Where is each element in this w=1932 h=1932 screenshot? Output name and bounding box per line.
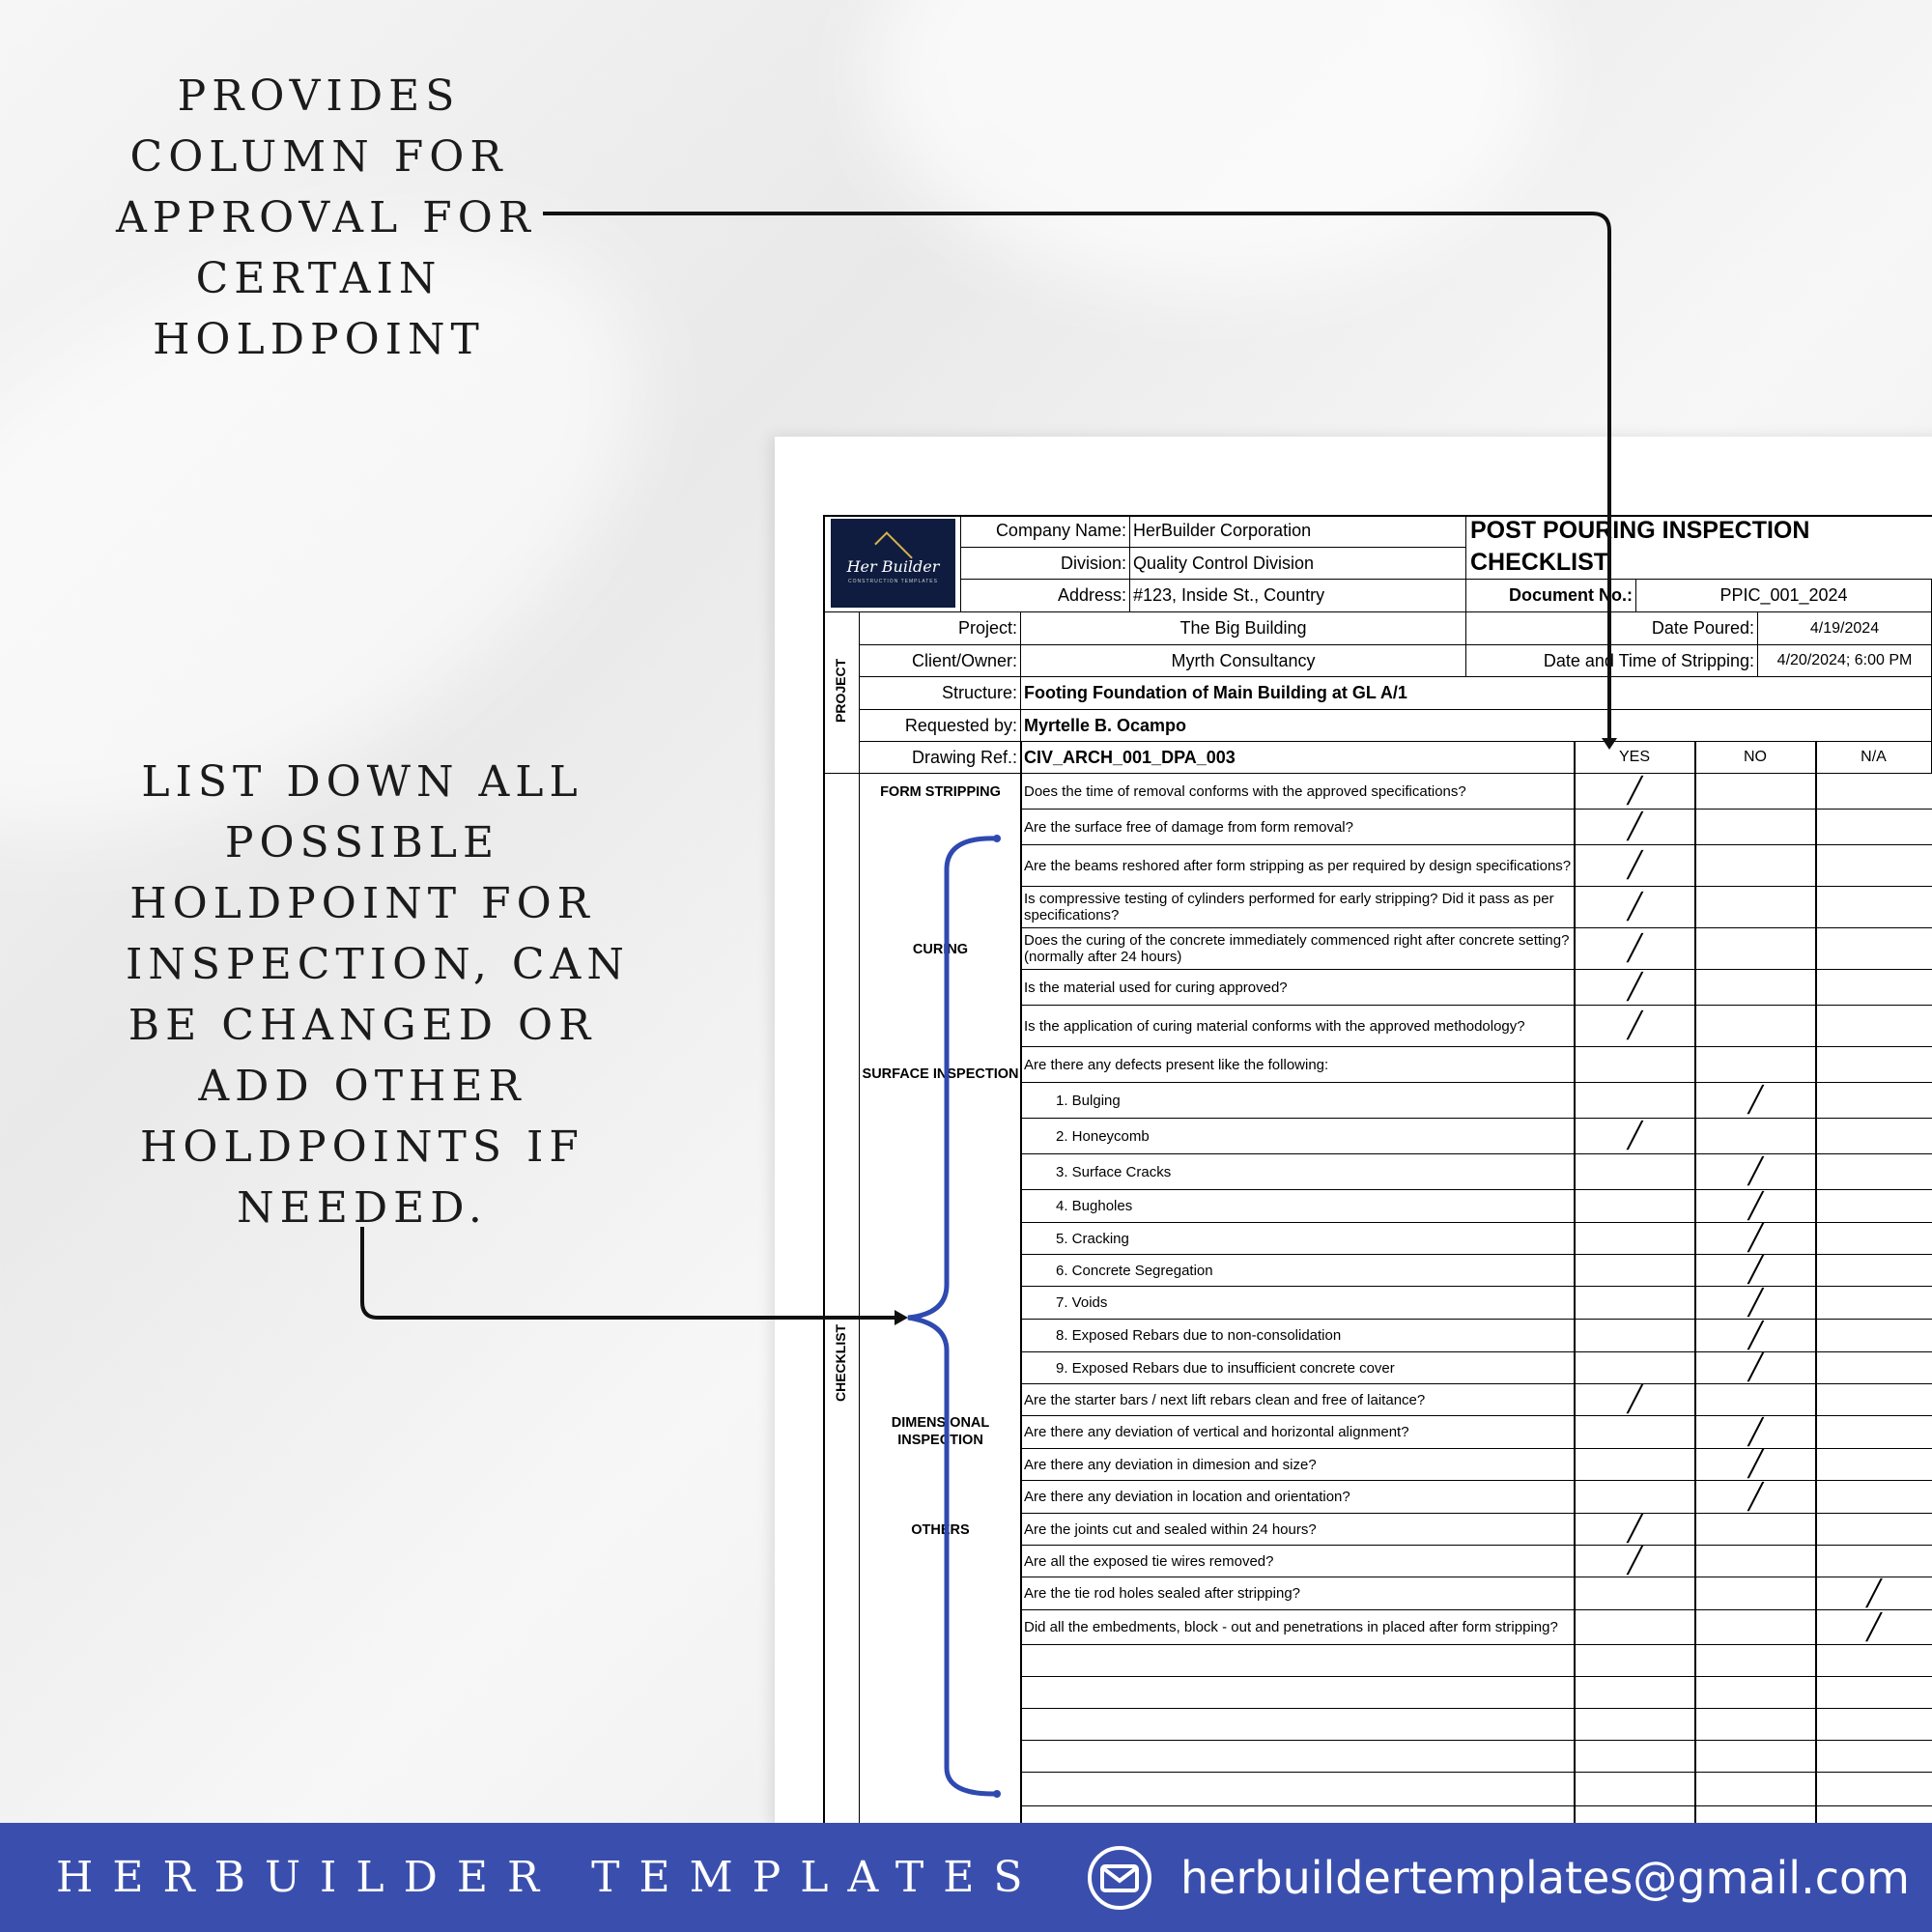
holdpoint-brace bbox=[908, 838, 997, 1794]
holdpoint-arrow bbox=[362, 1227, 898, 1318]
checkmark-icon: ╱ bbox=[1747, 1417, 1764, 1447]
question-text: Does the curing of the concrete immediately commenced right after concrete setting? (normally after 24 hours) bbox=[1021, 928, 1575, 970]
requested-value: Myrtelle B. Ocampo bbox=[1021, 710, 1932, 742]
question-text: 2. Honeycomb bbox=[1021, 1119, 1575, 1154]
checklist-section-label: CHECKLIST bbox=[833, 1323, 848, 1402]
callout-approval-line: CERTAIN bbox=[195, 254, 442, 303]
checkmark-icon: ╱ bbox=[1627, 1385, 1643, 1414]
callout-holdpoint-line: NEEDED. bbox=[237, 1183, 488, 1233]
address-value: #123, Inside St., Country bbox=[1130, 580, 1466, 612]
question-text: Are all the exposed tie wires removed? bbox=[1021, 1546, 1575, 1577]
approval-arrowhead bbox=[1602, 738, 1617, 750]
group-label: FORM STRIPPING bbox=[880, 783, 1001, 800]
logo-tagline: CONSTRUCTION TEMPLATES bbox=[848, 579, 938, 584]
question-text: 6. Concrete Segregation bbox=[1021, 1255, 1575, 1287]
callout-holdpoint-line: HOLDPOINTS IF bbox=[140, 1122, 584, 1172]
logo-script: Her Builder bbox=[846, 557, 940, 576]
footer-bar bbox=[0, 1823, 1932, 1932]
group-label: SURFACE INSPECTION bbox=[862, 1066, 1019, 1082]
question-text: 4. Bugholes bbox=[1021, 1190, 1575, 1223]
stripping-value: 4/20/2024; 6:00 PM bbox=[1758, 645, 1932, 677]
callout-holdpoint-line: HOLDPOINT FOR bbox=[129, 879, 595, 928]
checkmark-icon: ╱ bbox=[1627, 934, 1643, 963]
stripping-label: Date and Time of Stripping: bbox=[1466, 645, 1758, 677]
checkmark-icon: ╱ bbox=[1747, 1482, 1764, 1512]
client-label: Client/Owner: bbox=[860, 645, 1021, 677]
question-text: 3. Surface Cracks bbox=[1021, 1154, 1575, 1190]
question-text: Are the joints cut and sealed within 24 hours? bbox=[1021, 1514, 1575, 1546]
checkmark-icon: ╱ bbox=[1627, 777, 1643, 806]
question-text: 1. Bulging bbox=[1021, 1083, 1575, 1119]
question-text: Is the material used for curing approved? bbox=[1021, 970, 1575, 1006]
checkmark-icon: ╱ bbox=[1627, 893, 1643, 922]
footer-brand: HERBUILDER TEMPLATES bbox=[56, 1853, 1042, 1902]
column-no-header: NO bbox=[1695, 742, 1816, 774]
group-label: CURING bbox=[912, 941, 969, 957]
callout-approval-line: APPROVAL FOR bbox=[116, 193, 536, 242]
mail-icon bbox=[1086, 1844, 1153, 1912]
document-no-value: PPIC_001_2024 bbox=[1636, 580, 1932, 612]
brace-bottom-cap bbox=[993, 1790, 1001, 1798]
group-label: DIMENSIONAL INSPECTION bbox=[891, 1415, 990, 1448]
question-text: 5. Cracking bbox=[1021, 1223, 1575, 1255]
question-text: Does the time of removal conforms with the approved specifications? bbox=[1021, 774, 1575, 810]
callout-approval-line: PROVIDES bbox=[177, 71, 461, 121]
project-value: The Big Building bbox=[1021, 612, 1466, 645]
checkmark-icon: ╱ bbox=[1747, 1450, 1764, 1479]
checkmark-icon: ╱ bbox=[1627, 1122, 1643, 1151]
date-poured-value: 4/19/2024 bbox=[1758, 612, 1932, 645]
checkmark-icon: ╱ bbox=[1627, 1011, 1643, 1040]
group-label: OTHERS bbox=[911, 1521, 970, 1538]
drawing-value: CIV_ARCH_001_DPA_003 bbox=[1021, 742, 1575, 774]
checkmark-icon: ╱ bbox=[1747, 1157, 1764, 1186]
question-text: Are the tie rod holes sealed after stripping? bbox=[1021, 1577, 1575, 1610]
question-text: Are the surface free of damage from form removal? bbox=[1021, 810, 1575, 845]
drawing-label: Drawing Ref.: bbox=[860, 742, 1021, 774]
question-text: Is the application of curing material conforms with the approved methodology? bbox=[1021, 1006, 1575, 1047]
checkmark-icon: ╱ bbox=[1747, 1256, 1764, 1285]
client-value: Myrth Consultancy bbox=[1021, 645, 1466, 677]
column-na-header: N/A bbox=[1816, 742, 1932, 774]
checkmark-icon: ╱ bbox=[1747, 1353, 1764, 1382]
title-line-2: CHECKLIST bbox=[1470, 549, 1609, 576]
requested-label: Requested by: bbox=[860, 710, 1021, 742]
address-label: Address: bbox=[961, 580, 1130, 612]
footer-email[interactable]: herbuildertemplates@gmail.com bbox=[1180, 1851, 1910, 1904]
checkmark-icon: ╱ bbox=[1747, 1191, 1764, 1221]
project-section-label: PROJECT bbox=[833, 658, 848, 723]
project-label: Project: bbox=[860, 612, 1021, 645]
holdpoint-arrowhead bbox=[895, 1310, 908, 1325]
question-text: 7. Voids bbox=[1021, 1287, 1575, 1320]
division-value: Quality Control Division bbox=[1130, 548, 1466, 580]
checkmark-icon: ╱ bbox=[1866, 1578, 1882, 1608]
date-poured-label: Date Poured: bbox=[1466, 612, 1758, 645]
checkmark-icon: ╱ bbox=[1747, 1086, 1764, 1115]
question-text: Did all the embedments, block - out and penetrations in placed after form stripping? bbox=[1021, 1610, 1575, 1645]
callout-holdpoint-line: BE CHANGED OR bbox=[128, 1001, 597, 1050]
question-text: Are there any deviation in dimesion and size? bbox=[1021, 1449, 1575, 1481]
structure-value: Footing Foundation of Main Building at GL A/1 bbox=[1021, 677, 1932, 710]
structure-label: Structure: bbox=[860, 677, 1021, 710]
checkmark-icon: ╱ bbox=[1627, 973, 1643, 1002]
checkmark-icon: ╱ bbox=[1627, 1515, 1643, 1544]
question-text: Are there any defects present like the following: bbox=[1021, 1047, 1575, 1083]
checkmark-icon: ╱ bbox=[1627, 851, 1643, 880]
column-yes-header: YES bbox=[1575, 742, 1695, 774]
division-label: Division: bbox=[961, 548, 1130, 580]
approval-arrow bbox=[543, 213, 1609, 742]
question-text: Are the beams reshored after form stripping as per required by design specifications? bbox=[1021, 845, 1575, 887]
callout-holdpoint-line: ADD OTHER bbox=[198, 1062, 526, 1111]
checkmark-icon: ╱ bbox=[1747, 1321, 1764, 1350]
checkmark-icon: ╱ bbox=[1866, 1612, 1882, 1642]
callout-approval-line: HOLDPOINT bbox=[153, 315, 485, 364]
company-label: Company Name: bbox=[961, 515, 1130, 548]
title-line-1: POST POURING INSPECTION bbox=[1470, 517, 1810, 544]
question-text: Are the starter bars / next lift rebars clean and free of laitance? bbox=[1021, 1384, 1575, 1416]
callout-holdpoint-line: LIST DOWN ALL bbox=[141, 757, 583, 807]
callout-holdpoint-line: POSSIBLE bbox=[224, 818, 500, 867]
checkmark-icon: ╱ bbox=[1627, 812, 1643, 841]
callout-holdpoint-line: INSPECTION, CAN bbox=[126, 940, 630, 989]
brace-top-cap bbox=[993, 835, 1001, 842]
checkmark-icon: ╱ bbox=[1747, 1224, 1764, 1253]
company-value: HerBuilder Corporation bbox=[1130, 515, 1466, 548]
question-text: Are there any deviation in location and orientation? bbox=[1021, 1481, 1575, 1514]
callout-approval-line: COLUMN FOR bbox=[129, 132, 508, 182]
question-text: Is compressive testing of cylinders performed for early stripping? Did it pass as per specifications? bbox=[1021, 887, 1575, 928]
question-text: Are there any deviation of vertical and horizontal alignment? bbox=[1021, 1416, 1575, 1449]
question-text: 9. Exposed Rebars due to insufficient concrete cover bbox=[1021, 1352, 1575, 1384]
document-no-label: Document No.: bbox=[1466, 580, 1636, 612]
question-text: 8. Exposed Rebars due to non-consolidation bbox=[1021, 1320, 1575, 1352]
checkmark-icon: ╱ bbox=[1747, 1288, 1764, 1318]
checkmark-icon: ╱ bbox=[1627, 1547, 1643, 1576]
